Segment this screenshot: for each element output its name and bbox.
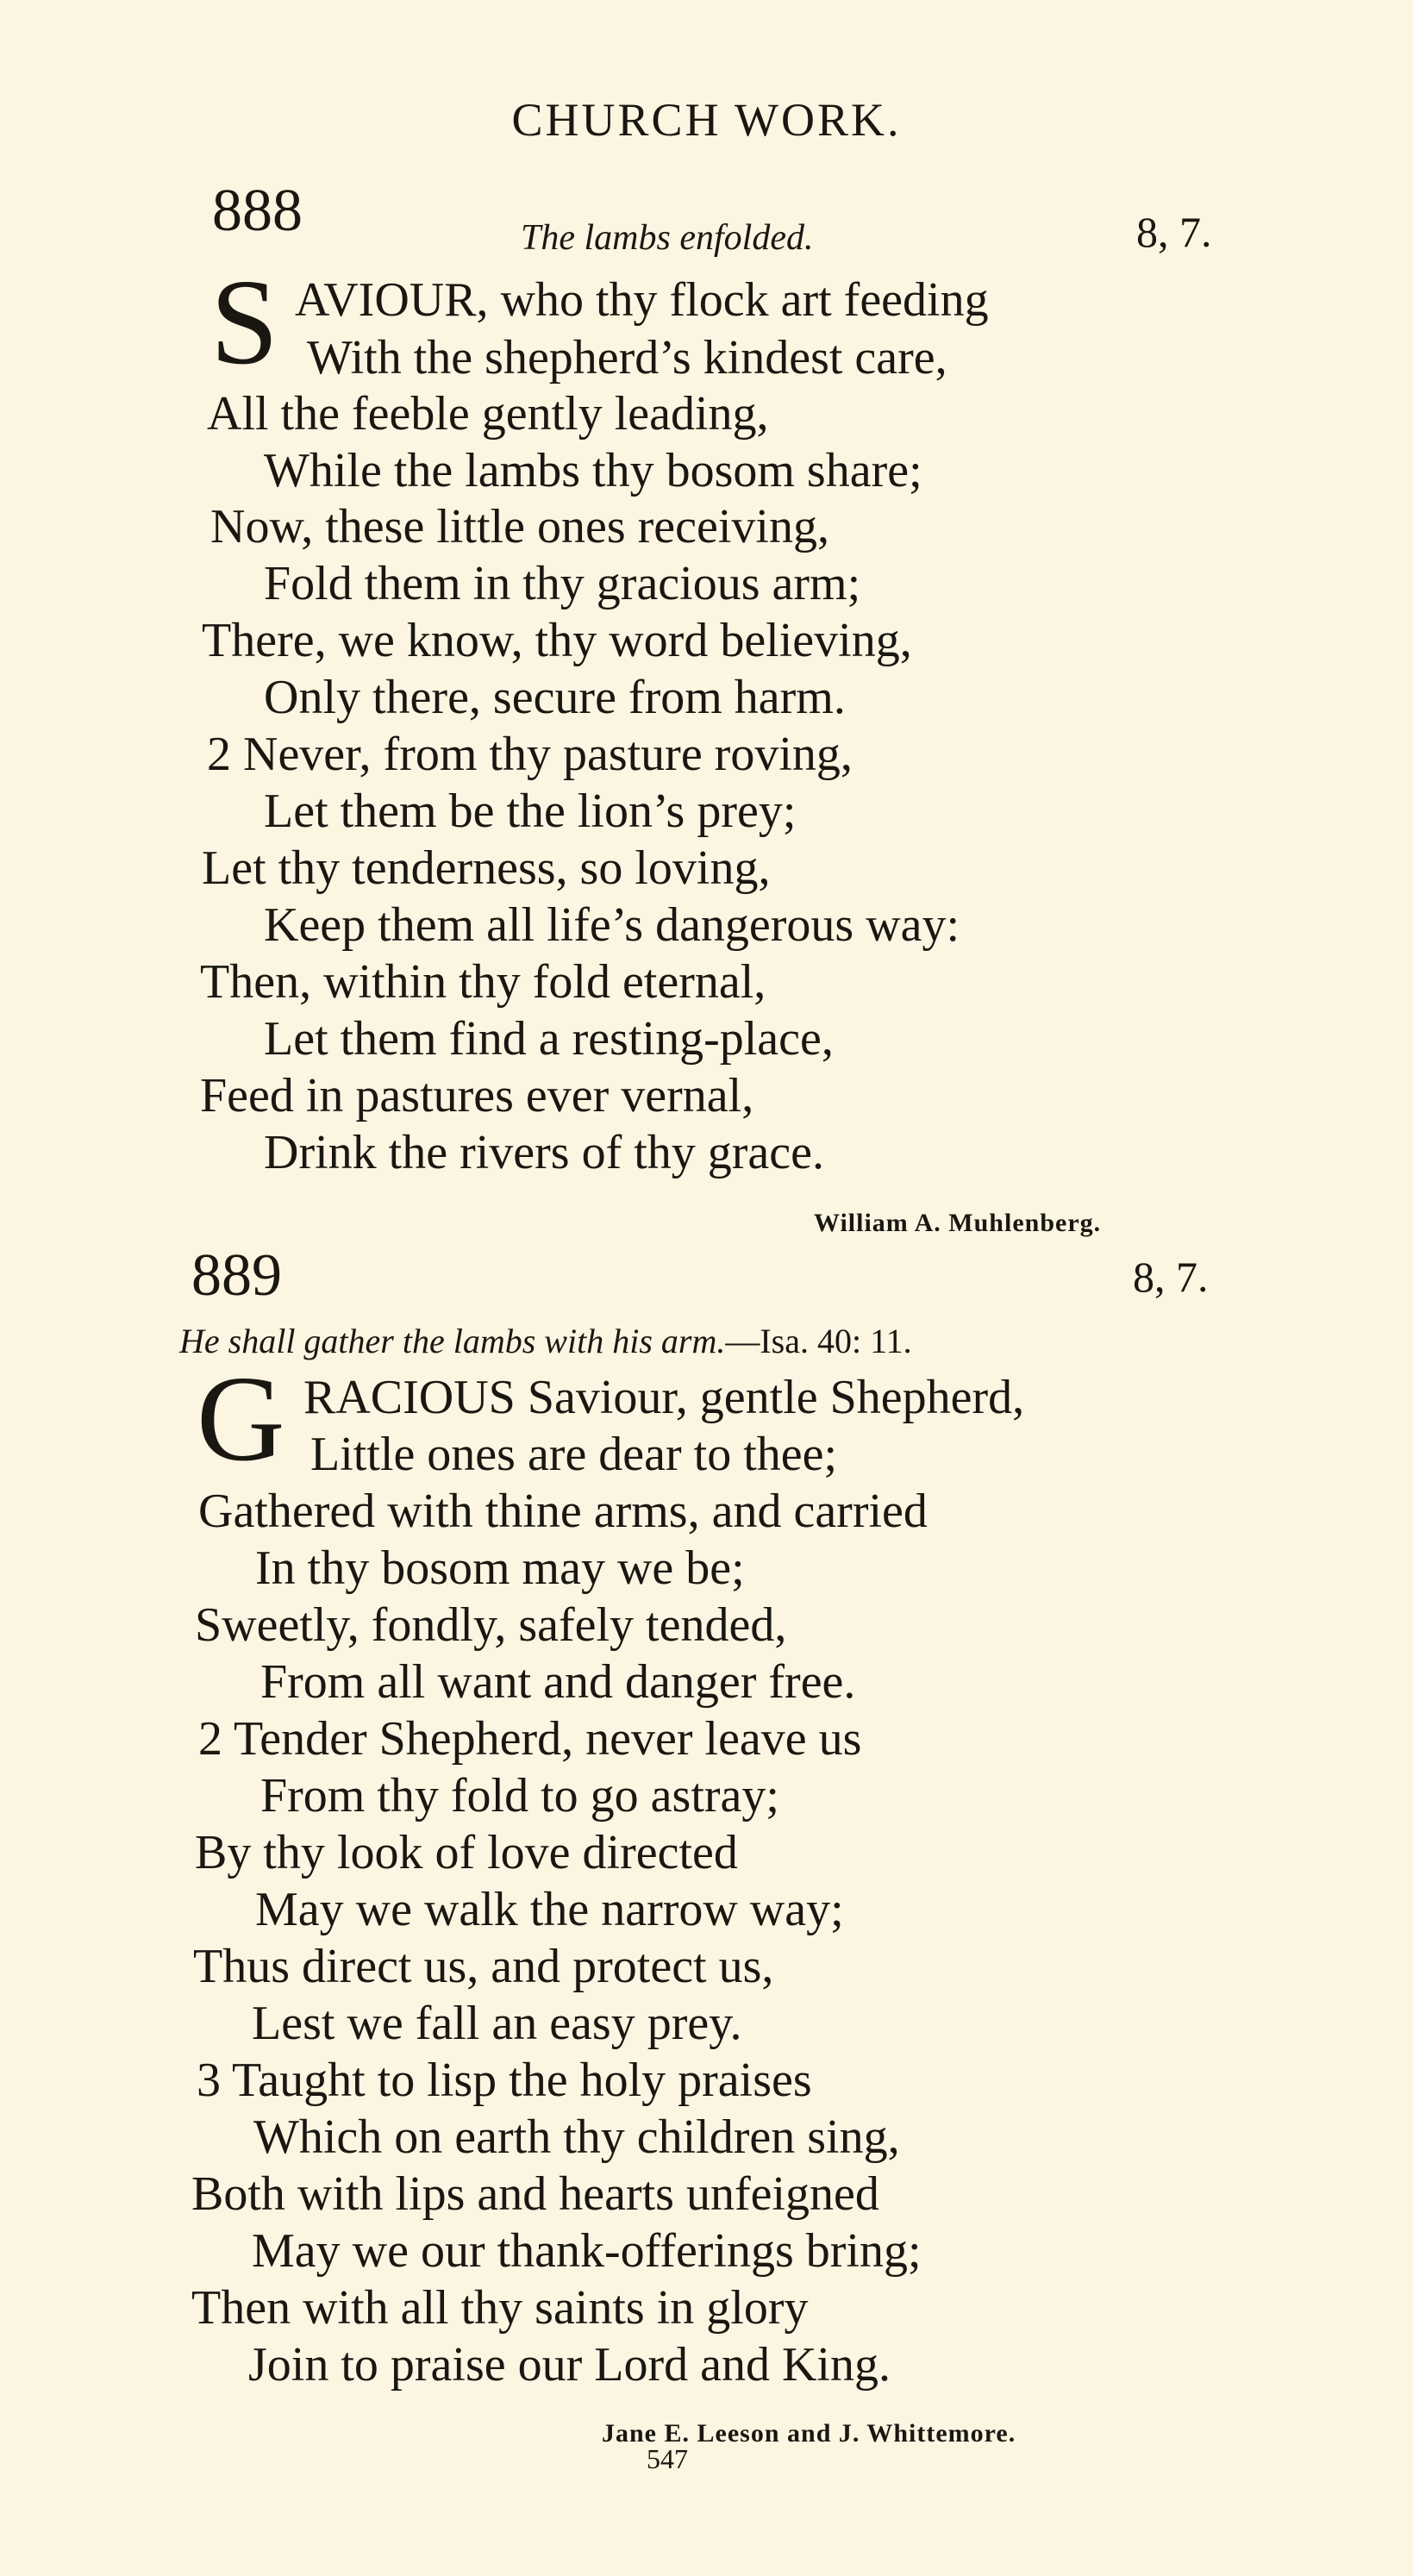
verse-line: 3 Taught to lisp the holy praises (197, 2054, 812, 2107)
hymn-meter: 8, 7. (1136, 208, 1212, 256)
running-head: CHURCH WORK. (511, 94, 902, 146)
verse-line: Let them be the lion’s prey; (264, 785, 797, 838)
hymn-meter: 8, 7. (1133, 1253, 1209, 1301)
page-number: 547 (647, 2443, 688, 2474)
verse-line: From thy fold to go astray; (260, 1769, 779, 1823)
hymn-author: Jane E. Leeson and J. Whittemore. (602, 2419, 1016, 2448)
verse-line: Which on earth thy children sing, (253, 2110, 900, 2164)
verse-line: Lest we fall an easy prey. (252, 1997, 742, 2050)
verse-line: By thy look of love directed (195, 1826, 738, 1879)
verse-line: All the feeble gently leading, (207, 387, 769, 441)
verse-line: Thus direct us, and protect us, (193, 1940, 774, 1993)
epigraph-text: He shall gather the lambs with his arm. (179, 1322, 726, 1360)
hymn-number: 888 (212, 178, 303, 244)
verse-line: Join to praise our Lord and King. (248, 2338, 891, 2392)
verse-line: Let them find a resting-place, (264, 1012, 834, 1066)
drop-cap-initial: G (197, 1350, 285, 1486)
verse-line: Sweetly, fondly, safely tended, (195, 1598, 787, 1652)
verse-line: Little ones are dear to thee; (310, 1428, 838, 1481)
verse-line: May we our thank-offerings bring; (252, 2224, 922, 2278)
verse-line: Now, these little ones receiving, (210, 500, 829, 553)
hymn-title: The lambs enfolded. (521, 218, 814, 258)
drop-cap-initial: S (210, 253, 278, 390)
verse-line: Then with all thy saints in glory (191, 2281, 809, 2335)
verse-line: From all want and danger free. (260, 1655, 856, 1709)
verse-line: 2 Never, from thy pasture roving, (207, 728, 853, 781)
verse-line: 2 Tender Shepherd, never leave us (198, 1712, 862, 1766)
verse-line: While the lambs thy bosom share; (264, 444, 922, 497)
verse-line: Then, within thy fold eternal, (200, 955, 766, 1009)
verse-line: In thy bosom may we be; (255, 1541, 745, 1595)
verse-line: May we walk the narrow way; (255, 1883, 844, 1936)
epigraph-reference: —Isa. 40: 11. (725, 1322, 912, 1360)
hymn-epigraph (179, 1321, 912, 1361)
verse-line: Gathered with thine arms, and carried (198, 1485, 928, 1538)
verse-line: RACIOUS Saviour, gentle Shepherd, (303, 1371, 1025, 1424)
verse-line: Keep them all life’s dangerous way: (264, 898, 960, 952)
verse-line: With the shepherd’s kindest care, (307, 331, 947, 385)
hymn-number: 889 (191, 1242, 282, 1309)
hymn-author: William A. Muhlenberg. (814, 1209, 1102, 1237)
verse-line: Both with lips and hearts unfeigned (191, 2167, 879, 2221)
verse-line: Drink the rivers of thy grace. (264, 1126, 824, 1179)
verse-line: There, we know, thy word believing, (202, 614, 912, 667)
verse-line: AVIOUR, who thy flock art feeding (295, 273, 989, 327)
verse-line: Let thy tenderness, so loving, (202, 841, 771, 895)
verse-line: Fold them in thy gracious arm; (264, 557, 861, 610)
verse-line: Only there, secure from harm. (264, 671, 846, 724)
verse-line: Feed in pastures ever vernal, (200, 1069, 754, 1122)
